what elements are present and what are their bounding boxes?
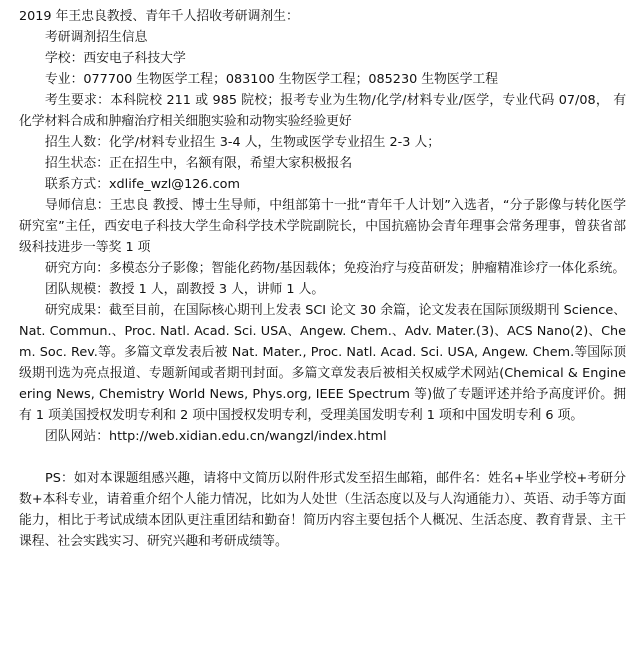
enrollment-status-line: 招生状态：正在招生中，名额有限，希望大家积极报名 (45, 156, 353, 171)
requirements-paragraph: 考生要求：本科院校 211 或 985 院校；报考专业为生物/化学/材料专业/医学，专业代码 07/08， 有化学材料合成和肿瘤治疗相关细胞实验和动物实验经验更好 (19, 93, 626, 129)
school-line: 学校：西安电子科技大学 (45, 51, 186, 66)
research-direction-paragraph: 研究方向：多模态分子影像；智能化药物/基因载体；免疫治疗与疫苗研发；肿瘤精准诊疗一体化系统。 (45, 261, 626, 276)
research-results-paragraph: 研究成果：截至目前，在国际核心期刊上发表 SCI 论文 30 余篇，论文发表在国际顶级期刊 Science、Nat. Commun.、Proc. Natl. Acad. Sci. USA、Angew. Chem.、Adv. Mater.(3)、ACS Nano(2)、Chem. Soc. Rev.等。多篇文章发表后被 Nat. Mater., Proc. Natl. Acad. Sci. USA, Angew. Chem.等国际顶级期刊选为亮点报道、专题新闻或者期刊封面。多篇文章发表后被相关权威学术网站(Chemical & Engineering News, Chemistry World News, Phys.org, IEEE Spectrum 等)做了专题评述并给予高度评价。拥有 1 项美国授权发明专利和 2 项中国授权发明专利，受理美国发明专利 1 项和中国发明专利 6 项。 (19, 303, 626, 423)
contact-line: 联系方式：xdlife_wzl@126.com (45, 177, 240, 192)
team-size-line: 团队规模：教授 1 人，副教授 3 人，讲师 1 人。 (45, 282, 325, 297)
advisor-info-paragraph: 导师信息：王忠良 教授、博士生导师，中组部第十一批“青年千人计划”入选者，“分子影像与转化医学研究室”主任，西安电子科技大学生命科学技术学院副院长，中国抗癌协会青年理事会常务理事，曾获省部级科技进步一等奖 1 项 (19, 198, 626, 255)
major-line: 专业：077700 生物医学工程；083100 生物医学工程；085230 生物医学工程 (45, 72, 499, 87)
enrollment-count-line: 招生人数：化学/材料专业招生 3-4 人，生物或医学专业招生 2-3 人； (45, 135, 441, 150)
team-website-line: 团队网站：http://web.xidian.edu.cn/wangzl/index.html (45, 429, 387, 444)
section-title: 考研调剂招生信息 (45, 30, 148, 45)
ps-paragraph: PS：如对本课题组感兴趣，请将中文简历以附件形式发至招生邮箱，邮件名：姓名+毕业学校+考研分数+本科专业，请着重介绍个人能力情况，比如为人处世（生活态度以及与人沟通能力）、英语、动手等方面能力，相比于考试成绩本团队更注重团结和勤奋！简历内容主要包括个人概况、生活态度、教育背景、主干课程、社会实践实习、研究兴趣和考研成绩等。 (19, 471, 626, 549)
spacer (19, 447, 626, 468)
document-heading: 2019 年王忠良教授、青年千人招收考研调剂生： (19, 9, 299, 24)
